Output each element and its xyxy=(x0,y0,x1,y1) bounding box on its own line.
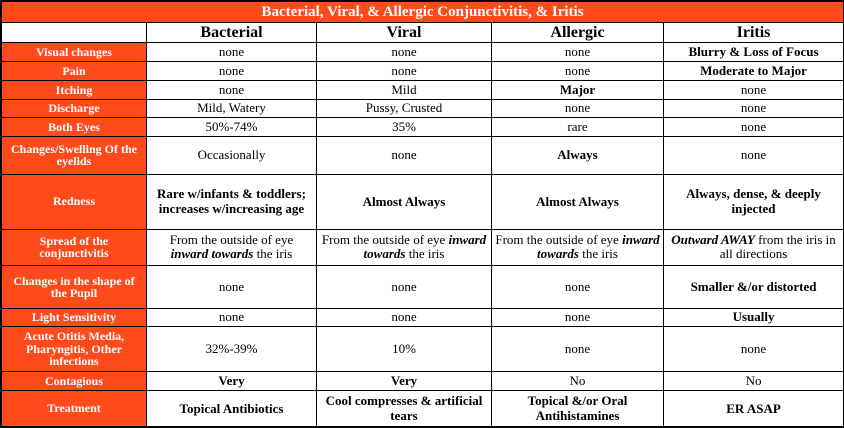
table-row xyxy=(2,42,844,61)
cell-text-emphasis: inward towards xyxy=(170,246,254,262)
row-header: Light Sensitivity xyxy=(2,308,147,326)
cell-viral: none xyxy=(317,42,492,61)
cell-allergic xyxy=(492,229,664,266)
cell-viral: Pussy, Crusted xyxy=(317,99,492,117)
row-header: Pain xyxy=(2,61,147,80)
row-header: Visual changes xyxy=(2,42,147,61)
cell-viral: 35% xyxy=(317,117,492,136)
table-row xyxy=(2,229,844,266)
cell-iritis: Always, dense, & deeply injected xyxy=(664,174,844,229)
cell-viral: Very xyxy=(317,372,492,391)
cell-allergic: none xyxy=(492,61,664,80)
header-corner xyxy=(2,23,147,42)
cell-bacterial: none xyxy=(147,61,317,80)
cell-iritis xyxy=(664,229,844,266)
table-row xyxy=(2,174,844,229)
column-header-bacterial: Bacterial xyxy=(147,23,317,42)
column-header-viral: Viral xyxy=(317,23,492,42)
table-row xyxy=(2,327,844,372)
cell-viral: none xyxy=(317,137,492,175)
table-row xyxy=(2,137,844,175)
cell-text-post: the iris xyxy=(405,246,445,262)
cell-viral: none xyxy=(317,308,492,326)
cell-iritis: none xyxy=(664,81,844,99)
cell-bacterial: Topical Antibiotics xyxy=(147,391,317,427)
table-row xyxy=(2,308,844,326)
cell-text-emphasis: inward towards xyxy=(363,232,487,262)
cell-allergic: none xyxy=(492,266,664,309)
table-row xyxy=(2,99,844,117)
cell-bacterial: Mild, Watery xyxy=(147,99,317,117)
cell-text-pre: From the outside of eye xyxy=(321,232,449,248)
cell-iritis: No xyxy=(664,372,844,391)
row-header: Redness xyxy=(2,174,147,229)
cell-bacterial: Very xyxy=(147,372,317,391)
cell-allergic: Topical &/or Oral Antihistamines xyxy=(492,391,664,427)
cell-bacterial: none xyxy=(147,81,317,99)
cell-iritis: Smaller &/or distorted xyxy=(664,266,844,309)
row-header: Itching xyxy=(2,81,147,99)
cell-allergic: none xyxy=(492,327,664,372)
cell-viral: Almost Always xyxy=(317,174,492,229)
cell-bacterial: none xyxy=(147,266,317,309)
row-header: Changes in the shape of the Pupil xyxy=(2,266,147,309)
cell-allergic: none xyxy=(492,308,664,326)
cell-allergic: No xyxy=(492,372,664,391)
cell-iritis: none xyxy=(664,137,844,175)
table-row xyxy=(2,117,844,136)
cell-text-post: from the iris in all directions xyxy=(719,232,836,262)
cell-iritis: none xyxy=(664,117,844,136)
cell-allergic: Major xyxy=(492,81,664,99)
cell-text-emphasis: inward towards xyxy=(537,232,660,262)
cell-iritis: ER ASAP xyxy=(664,391,844,427)
row-header: Acute Otitis Media, Pharyngitis, Other infections xyxy=(2,327,147,372)
row-header: Both Eyes xyxy=(2,117,147,136)
table-row xyxy=(2,81,844,99)
column-header-row xyxy=(2,23,844,42)
row-header: Treatment xyxy=(2,391,147,427)
column-header-allergic: Allergic xyxy=(492,23,664,42)
cell-iritis: Blurry & Loss of Focus xyxy=(664,42,844,61)
conjunctivitis-comparison-table xyxy=(1,1,844,427)
cell-allergic: rare xyxy=(492,117,664,136)
column-header-iritis: Iritis xyxy=(664,23,844,42)
table-row xyxy=(2,391,844,427)
cell-viral xyxy=(317,229,492,266)
cell-iritis: Usually xyxy=(664,308,844,326)
table-title: Bacterial, Viral, & Allergic Conjunctivitis, & Iritis xyxy=(2,2,844,23)
cell-iritis: none xyxy=(664,99,844,117)
cell-viral: Mild xyxy=(317,81,492,99)
cell-allergic: none xyxy=(492,42,664,61)
row-header: Spread of the conjunctivitis xyxy=(2,229,147,266)
cell-bacterial: Rare w/infants & toddlers; increases w/increasing age xyxy=(147,174,317,229)
cell-bacterial xyxy=(147,229,317,266)
cell-bacterial: 50%-74% xyxy=(147,117,317,136)
cell-viral: Cool compresses & artificial tears xyxy=(317,391,492,427)
cell-allergic: none xyxy=(492,99,664,117)
cell-allergic: Always xyxy=(492,137,664,175)
cell-text-post: the iris xyxy=(253,246,293,262)
cell-iritis: Moderate to Major xyxy=(664,61,844,80)
cell-viral: none xyxy=(317,266,492,309)
title-row xyxy=(2,2,844,23)
cell-bacterial: 32%-39% xyxy=(147,327,317,372)
row-header: Changes/Swelling Of the eyelids xyxy=(2,137,147,175)
cell-viral: 10% xyxy=(317,327,492,372)
cell-bacterial: Occasionally xyxy=(147,137,317,175)
table-row xyxy=(2,372,844,391)
cell-bacterial: none xyxy=(147,42,317,61)
cell-text-pre: From the outside of eye xyxy=(169,232,294,248)
cell-iritis: none xyxy=(664,327,844,372)
row-header: Discharge xyxy=(2,99,147,117)
table-row xyxy=(2,61,844,80)
cell-viral: none xyxy=(317,61,492,80)
cell-text-emphasis: Outward AWAY xyxy=(671,232,755,248)
cell-text-post: the iris xyxy=(578,246,618,262)
cell-bacterial: none xyxy=(147,308,317,326)
cell-text-pre: From the outside of eye xyxy=(495,232,623,248)
table-row xyxy=(2,266,844,309)
cell-allergic: Almost Always xyxy=(492,174,664,229)
row-header: Contagious xyxy=(2,372,147,391)
